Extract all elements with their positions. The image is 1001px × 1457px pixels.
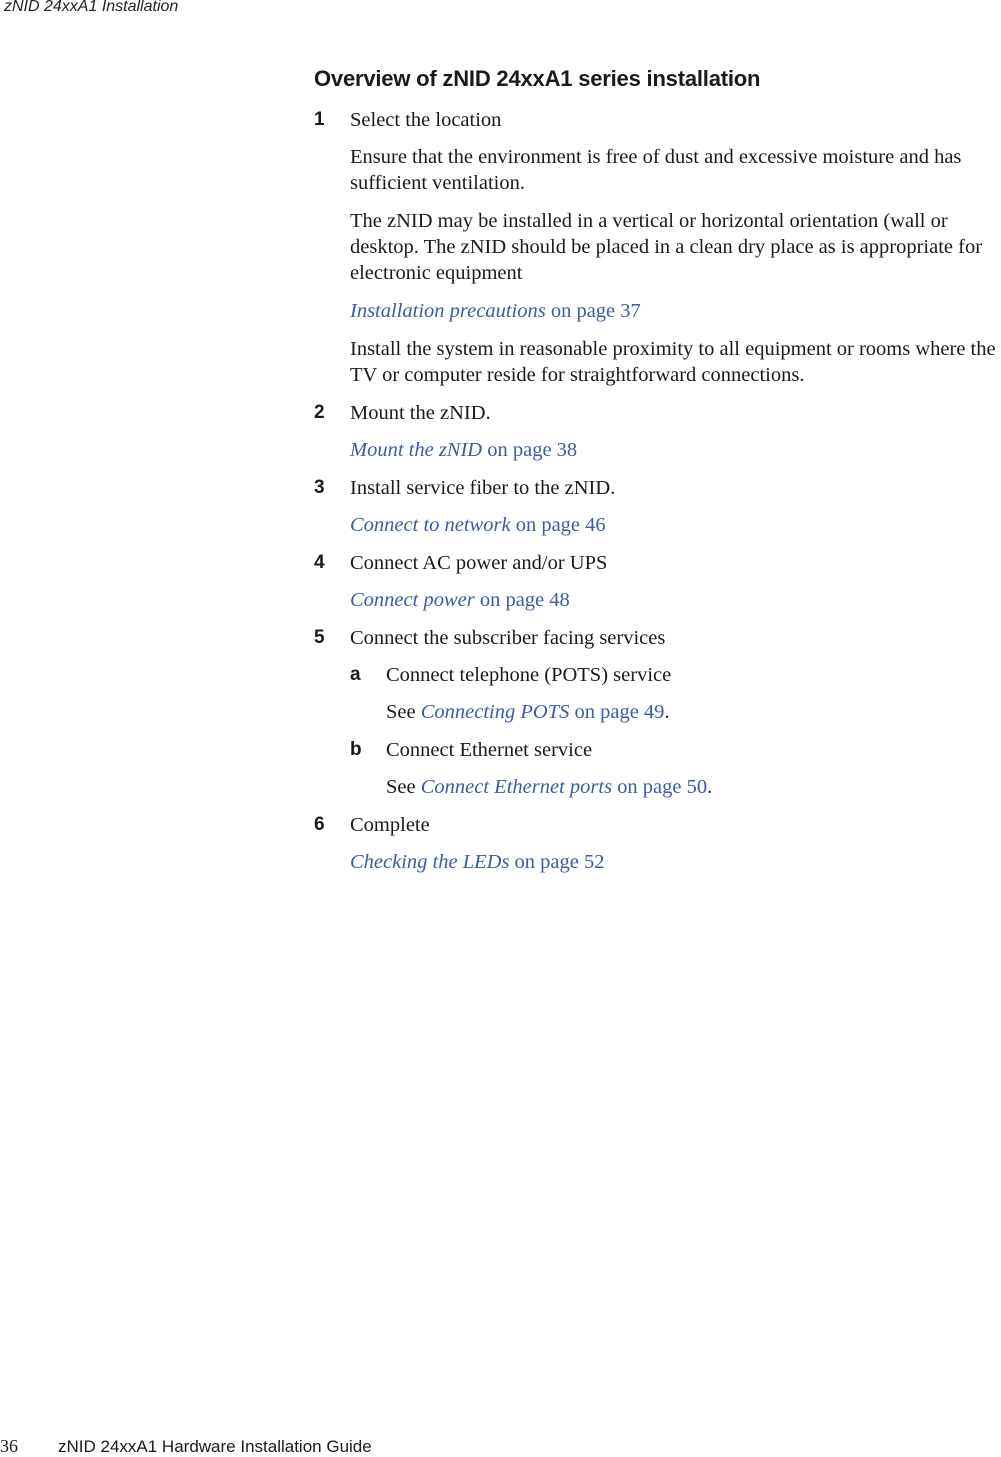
step-text: Mount the zNID. [350, 402, 491, 424]
step-number: 5 [314, 627, 325, 648]
step-paragraph: Ensure that the environment is free of dust and excessive moisture and has sufficient ventilation. [350, 146, 962, 194]
see-label: See [386, 701, 421, 723]
footer-guide-title: zNID 24xxA1 Hardware Installation Guide [58, 1437, 372, 1456]
link-page-ref[interactable]: on page 50 [612, 776, 708, 798]
step-6 [314, 812, 1001, 875]
step-number: 6 [314, 814, 325, 835]
cross-reference [386, 699, 1001, 725]
substep-b [350, 737, 1001, 800]
link-connect-power[interactable]: Connect power [350, 589, 475, 611]
link-page-ref[interactable]: on page 52 [509, 851, 605, 873]
sentence-end: . [707, 776, 713, 798]
step-text: Connect AC power and/or UPS [350, 552, 608, 574]
step-paragraph: Install the system in reasonable proximity to all equipment or rooms where the TV or computer reside for straightforward connections. [350, 338, 996, 386]
link-mount-the-znid[interactable]: Mount the zNID [350, 439, 483, 461]
step-text: Install service fiber to the zNID. [350, 477, 616, 499]
page-number: 36 [0, 1436, 18, 1456]
step-text: Complete [350, 814, 430, 836]
link-page-ref[interactable]: on page 48 [474, 589, 570, 611]
link-page-ref[interactable]: on page 38 [482, 439, 578, 461]
substep-letter: b [350, 739, 362, 760]
step-1 [314, 107, 1001, 388]
link-page-ref[interactable]: on page 37 [545, 300, 641, 322]
cross-reference [350, 437, 1001, 463]
step-number: 3 [314, 477, 325, 498]
link-connect-ethernet-ports[interactable]: Connect Ethernet ports [420, 776, 613, 798]
cross-reference [350, 587, 1001, 613]
cross-reference [386, 774, 1001, 800]
substep-a [350, 662, 1001, 725]
link-page-ref[interactable]: on page 46 [510, 514, 606, 536]
link-page-ref[interactable]: on page 49 [569, 701, 665, 723]
step-text: Connect the subscriber facing services [350, 627, 666, 649]
link-checking-the-leds[interactable]: Checking the LEDs [350, 851, 510, 873]
link-connecting-pots[interactable]: Connecting POTS [420, 701, 570, 723]
see-label: See [386, 776, 421, 798]
substep-text: Connect Ethernet service [386, 739, 593, 761]
step-2 [314, 400, 1001, 463]
sentence-end: . [664, 701, 670, 723]
step-4 [314, 550, 1001, 613]
link-installation-precautions[interactable]: Installation precautions [350, 300, 546, 322]
cross-reference [350, 849, 1001, 875]
step-3 [314, 475, 1001, 538]
step-paragraph: The zNID may be installed in a vertical or horizontal orientation (wall or desktop. The zNID should be placed in a clean dry place as is appropriate for electronic equipment [350, 210, 983, 284]
step-5 [314, 625, 1001, 800]
cross-reference [350, 512, 1001, 538]
step-text: Select the location [350, 109, 502, 131]
step-number: 4 [314, 552, 325, 573]
steps-list [314, 107, 1001, 887]
running-header: zNID 24xxA1 Installation [4, 0, 179, 15]
step-number: 2 [314, 402, 325, 423]
substep-text: Connect telephone (POTS) service [386, 664, 672, 686]
cross-reference [350, 298, 1001, 324]
step-number: 1 [314, 109, 325, 130]
section-title: Overview of zNID 24xxA1 series installation [314, 66, 761, 91]
link-connect-to-network[interactable]: Connect to network [350, 514, 511, 536]
substep-letter: a [350, 664, 361, 685]
